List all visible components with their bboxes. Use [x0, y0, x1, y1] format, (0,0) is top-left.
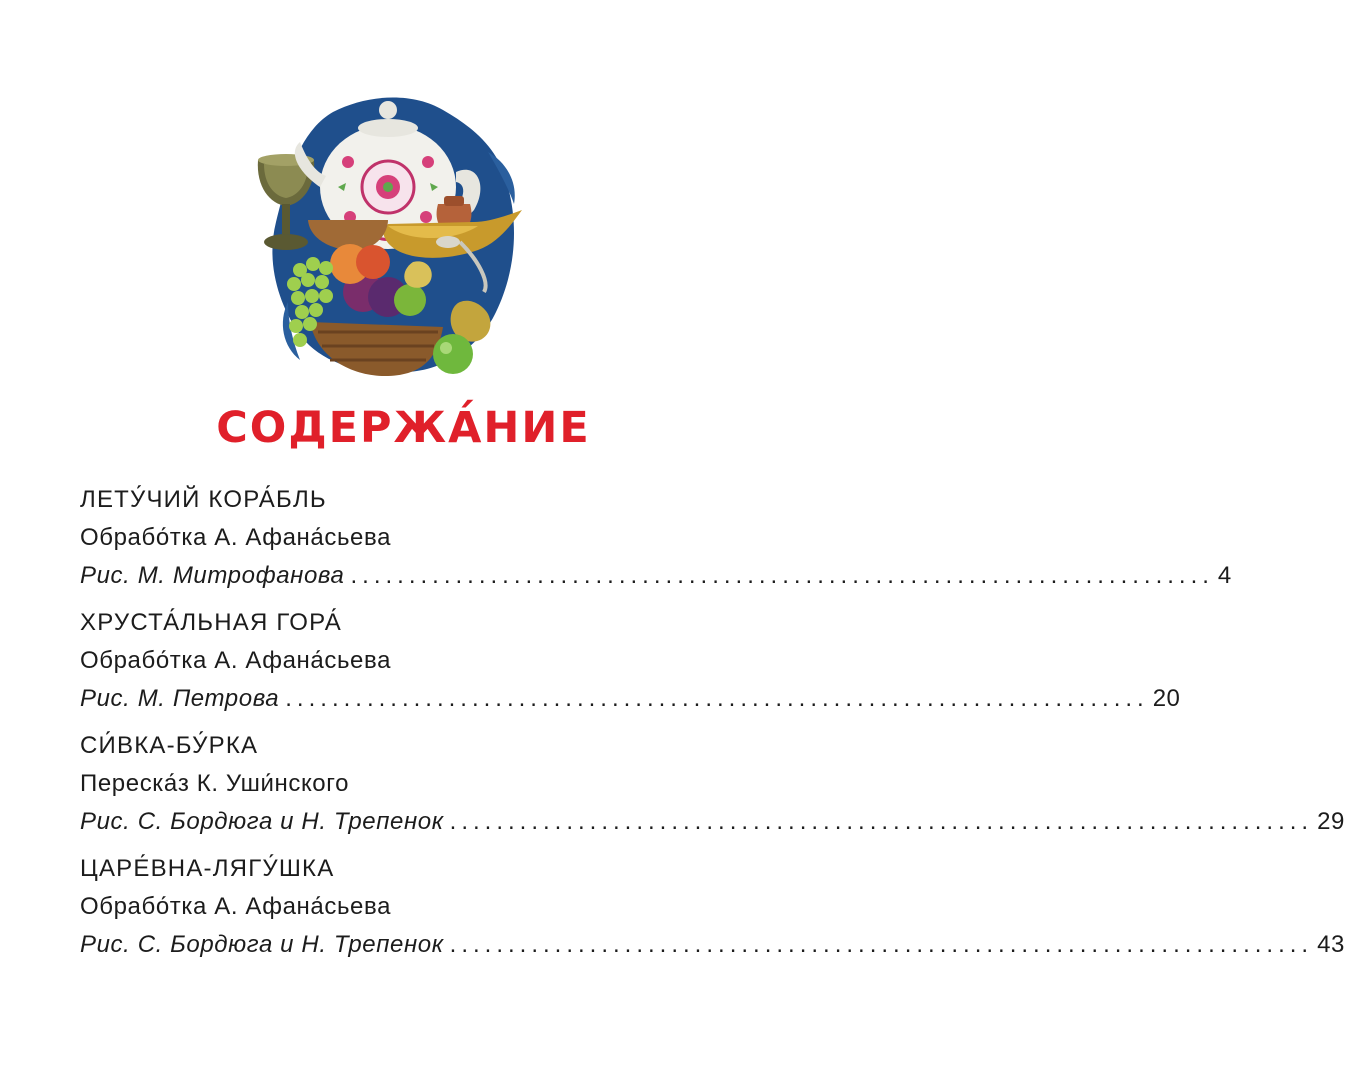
entry-page-number: 43 [1317, 931, 1345, 958]
entry-illustrator-line [80, 680, 1181, 718]
dot-leader: .......................................................................... [449, 931, 1314, 958]
table-of-contents [80, 481, 1345, 973]
entry-credit: Переска́з К. Уши́нского [80, 770, 350, 797]
dot-leader: .......................................................................... [285, 685, 1149, 712]
entry-illustrator: Рис. С. Бордюга и Н. Трепенок [80, 808, 444, 835]
toc-entry[interactable] [80, 481, 1232, 595]
entry-illustrator: Рис. С. Бордюга и Н. Трепенок [80, 931, 444, 958]
entry-page-number: 29 [1317, 808, 1345, 835]
entry-illustrator: Рис. М. Петрова [80, 685, 280, 712]
entry-title: ЛЕТУ́ЧИЙ КОРА́БЛЬ [80, 486, 327, 513]
entry-credit: Обрабо́тка А. Афана́сьева [80, 893, 392, 920]
entry-page-number: 4 [1217, 562, 1232, 589]
toc-entry[interactable] [80, 850, 1345, 964]
entry-title: ХРУСТА́ЛЬНАЯ ГОРА́ [80, 609, 342, 636]
entry-page-number: 20 [1152, 685, 1181, 712]
dot-leader: .......................................................................... [350, 562, 1214, 589]
entry-title: СИ́ВКА-БУ́РКА [80, 732, 259, 759]
entry-credit: Обрабо́тка А. Афана́сьева [80, 524, 392, 551]
toc-entry[interactable] [80, 727, 1345, 841]
entry-illustrator-line [80, 803, 1345, 841]
dot-leader: .......................................................................... [449, 808, 1314, 835]
entry-illustrator: Рис. М. Митрофанова [80, 562, 345, 589]
entry-credit: Обрабо́тка А. Афана́сьева [80, 647, 392, 674]
page-title: СОДЕРЖА́НИЕ [216, 403, 591, 453]
entry-illustrator-line [80, 557, 1232, 595]
still-life-illustration [238, 92, 538, 392]
toc-entry[interactable] [80, 604, 1181, 718]
entry-title: ЦАРЕ́ВНА-ЛЯГУ́ШКА [80, 855, 335, 882]
entry-illustrator-line [80, 926, 1345, 964]
